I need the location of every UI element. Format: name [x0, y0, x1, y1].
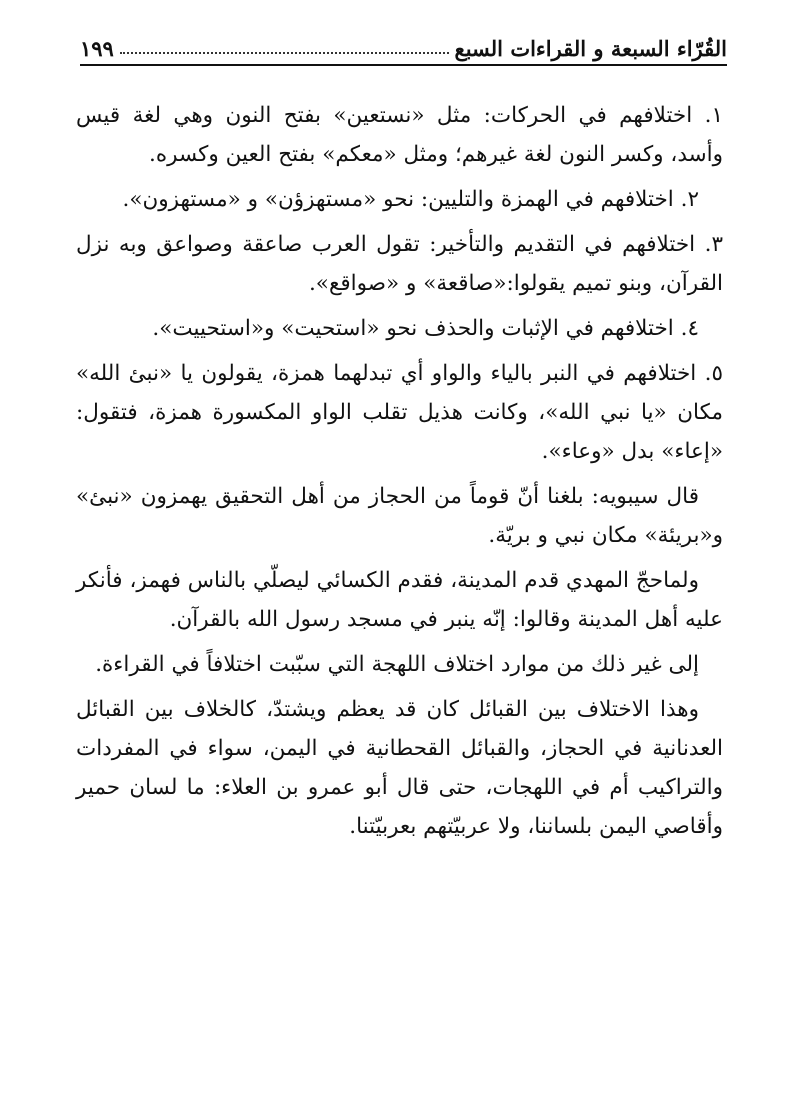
paragraph-4: ٤. اختلافهم في الإثبات والحذف نحو «استحيت» و«استحييت».: [152, 316, 699, 341]
paragraph-3: ٣. اختلافهم في التقديم والتأخير: تقول العرب صاعقة وصواعق وبه نزل القرآن، وبنو تميم يقولوا:«صاقعة» و «صواقع».: [76, 232, 723, 296]
paragraph-9: وهذا الاختلاف بين القبائل كان قد يعظم ويشتدّ، كالخلاف بين القبائل العدنانية في الحجاز، والقبائل القحطانية في اليمن، سواء في المفردات والتراكيب أم في اللهجات، حتى قال أبو عمرو بن العلاء: ما لسان حمير وأقاصي اليمن بلساننا، ولا عربيّتهم بعربيّتنا.: [76, 697, 723, 839]
page-number: ١٩٩: [80, 36, 114, 61]
paragraph-5: ٥. اختلافهم في النبر بالياء والواو أي تبدلهما همزة، يقولون يا «نبئ الله» مكان «يا نبي الله»، وكانت هذيل تقلب الواو المكسورة همزة، فتقول: «إعاء» بدل «وعاء».: [76, 361, 723, 464]
header-title: القُرّاء السبعة و القراءات السبع: [454, 36, 727, 61]
paragraph-8: إلى غير ذلك من موارد اختلاف اللهجة التي سبّبت اختلافاً في القراءة.: [95, 652, 699, 677]
paragraph-2: ٢. اختلافهم في الهمزة والتليين: نحو «مستهزؤن» و «مستهزون».: [122, 187, 699, 212]
running-header: [80, 30, 727, 66]
paragraph-7: ولماحجّ المهدي قدم المدينة، فقدم الكسائي ليصلّي بالناس فهمز، فأنكر عليه أهل المدينة وقالوا: إنّه ينبر في مسجد رسول الله بالقرآن.: [76, 568, 723, 632]
paragraph-6: قال سيبويه: بلغنا أنّ قوماً من الحجاز من أهل التحقيق يهمزون «نبئ» و«بريئة» مكان نبي و بريّة.: [76, 484, 723, 548]
header-dotted-leader: [120, 51, 449, 54]
paragraph-1: ١. اختلافهم في الحركات: مثل «نستعين» بفتح النون وهي لغة قيس وأسد، وكسر النون لغة غيرهم؛ ومثل «معكم» بفتح العين وكسره.: [76, 103, 723, 167]
body-text: [76, 96, 723, 852]
